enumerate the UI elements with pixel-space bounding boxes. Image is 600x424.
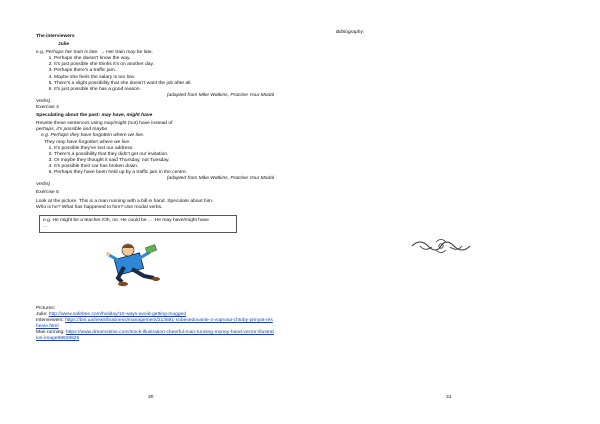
flourish-icon <box>410 236 472 256</box>
example-arrow: → Her train <box>98 50 127 56</box>
pic-man-link[interactable]: https://www.dreamstime.com/stock-illustration-cheerful-man-running-money-hand-vector-illustration-image68928625 <box>36 330 274 342</box>
running-man-icon <box>102 238 160 302</box>
page-number-right: 31 <box>446 395 452 400</box>
bibliography-list <box>336 36 578 236</box>
page-number-left: 30 <box>148 395 154 400</box>
list-item: 5. Perhaps they have been held up by a traffic jam in the centre. <box>54 170 274 176</box>
exercise-list-2 <box>36 146 274 176</box>
running-man-illustration <box>102 238 160 302</box>
list-item: 2. It's just possible she thinks it's on another day. <box>54 62 274 68</box>
bibliography-heading: Bibliography: <box>336 30 365 35</box>
rewrite-instruction: Rewrite these sentences using may/might (not) have instead of <box>36 121 173 127</box>
example-italic: Perhaps her train is late. <box>45 50 99 56</box>
list-item: 4. Maybe she feels the salary is too low. <box>54 75 274 81</box>
answer-example: e.g. He might be a teacher./Oh, no. He could be ... .He may have/might have <box>43 217 209 223</box>
source-citation-2: (adapted from Mike Watkins, Practise Your Modal <box>166 176 274 182</box>
example-prefix: e.g. <box>36 50 46 56</box>
source-citation-2-end: Verbs) <box>36 182 51 188</box>
list-item: 4. It's possible their car has broken down. <box>54 164 274 170</box>
answer-box <box>39 215 237 233</box>
pic-julie-link[interactable]: http://www.safebee.com/holiday/10-ways-avoid-getting-mugged <box>48 311 187 317</box>
spec-title-italic: may have, might have <box>101 113 153 119</box>
exercise-4-label: Exercise 4 <box>36 105 59 111</box>
list-item: 3. Or maybe they thought it said Thursday, not Tuesday. <box>54 158 274 164</box>
pic-julie-label: Julie: <box>36 311 49 317</box>
list-item: 1. It's possible they've lost our address. <box>54 146 274 152</box>
example-2a: e.g. Perhaps they have forgotten where we live. <box>41 133 145 139</box>
right-page <box>300 0 600 424</box>
speculating-heading <box>36 113 274 119</box>
pic-man-label: Man running: <box>36 330 66 336</box>
picture-credit-man-running <box>36 330 274 342</box>
pic-interviewers-label: Interviewers: <box>36 317 66 323</box>
list-item: 1. Perhaps she doesn't know the way. <box>54 56 274 62</box>
pictures-label: Pictures: <box>36 305 56 311</box>
pic-interviewers-link[interactable]: https://bin.ua/news/business/management/213691-sobesedovanie-4-voprosa-chtoby-prinyat-reshenie.html <box>36 317 273 329</box>
ornament-flourish-icon <box>410 236 472 256</box>
example-may: may <box>126 50 136 56</box>
section-heading: The interviewers <box>36 34 75 39</box>
exercise-5-label: Exercise 5 <box>36 190 59 196</box>
source-citation-end: Verbs) <box>36 98 51 104</box>
look-instruction-2: Who is he? What has happened to him? Use modal verbs. <box>36 205 163 211</box>
example-tail: be late. <box>135 50 153 56</box>
spec-title-plain: Speculating about the past: <box>36 113 102 119</box>
rewrite-instruction-2: perhaps, it's possible and maybe. <box>36 127 109 133</box>
answer-ellipsis: ... <box>43 223 48 229</box>
list-item: 6. It's just possible she has a good reason. <box>54 87 274 93</box>
picture-credit-interviewers <box>36 318 274 330</box>
look-instruction: Look at the picture. This is a man running with a bill in hand. Speculate about him. <box>36 199 214 205</box>
list-item: 5. There's a slight possibility that she doesn't want the job after all. <box>54 81 274 87</box>
list-item: 3. Perhaps there's a traffic jam. <box>54 68 274 74</box>
list-item: 2. There's a possibility that they didn't get our invitation. <box>54 152 274 158</box>
section-subheading: Julie <box>58 42 70 48</box>
example-2b: They may have forgotten where we live. <box>44 139 131 145</box>
exercise-list-1 <box>36 56 274 93</box>
source-citation: (adapted from Mike Watkins, Practise Your Modal <box>166 92 274 98</box>
